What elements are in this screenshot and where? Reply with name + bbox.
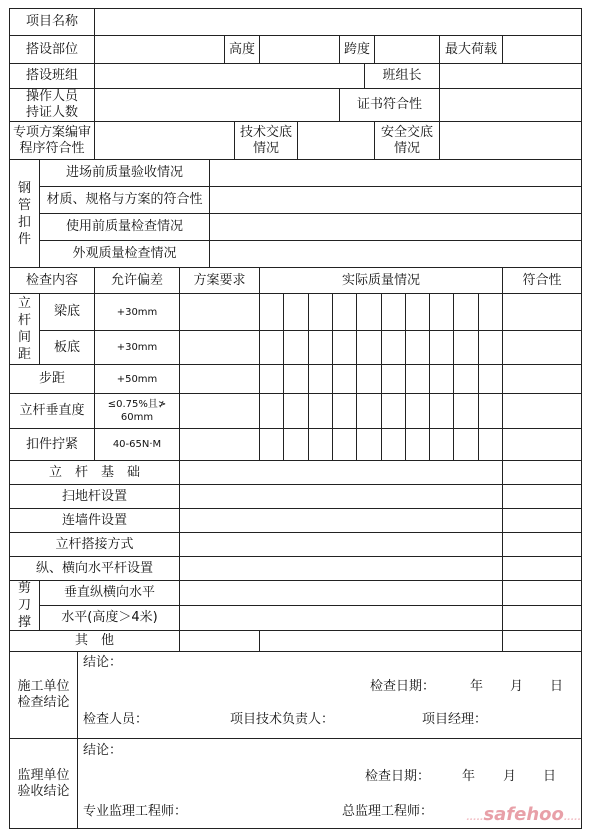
label-steel-group: 钢 管 扣 件 <box>9 159 40 268</box>
actual-cell-1-7[interactable] <box>405 293 430 331</box>
label-beam-bottom: 梁底 <box>39 293 95 331</box>
inspection-form <box>10 9 582 829</box>
label-brace: 剪 刀 撑 <box>9 580 40 631</box>
construction-date-label: 检查日期： <box>370 679 436 694</box>
label-team: 搭设班组 <box>9 63 95 89</box>
header-actual: 实际质量情况 <box>259 267 503 294</box>
actual-cell-4-2[interactable] <box>283 393 309 429</box>
plan-req-field-4[interactable] <box>179 393 260 429</box>
item-sweep-rod-actual[interactable] <box>179 484 503 509</box>
label-supervision-conclusion: 监理单位 验收结论 <box>9 738 78 829</box>
label-height: 高度 <box>224 35 260 64</box>
actual-cell-4-4[interactable] <box>332 393 357 429</box>
field-team-leader[interactable] <box>439 63 582 89</box>
actual-cell-5-2[interactable] <box>283 428 309 461</box>
actual-cell-1-10[interactable] <box>478 293 503 331</box>
actual-cell-3-6[interactable] <box>381 364 406 394</box>
actual-cell-2-7[interactable] <box>405 330 430 365</box>
item-splice: 立杆搭接方式 <box>9 532 180 557</box>
actual-cell-3-5[interactable] <box>356 364 382 394</box>
item-horizontal-actual[interactable] <box>179 556 503 581</box>
actual-cell-5-10[interactable] <box>478 428 503 461</box>
label-pole-spacing: 立 杆 间 距 <box>9 293 40 365</box>
actual-cell-1-1[interactable] <box>259 293 284 331</box>
label-tech-brief: 技术交底 情况 <box>234 121 298 160</box>
tol-vertical: ≤0.75%且≯ 60mm <box>94 393 180 429</box>
construction-tech-lead: 项目技术负责人： <box>230 712 335 727</box>
actual-cell-4-7[interactable] <box>405 393 430 429</box>
conform-field-5[interactable] <box>502 428 582 461</box>
field-height[interactable] <box>259 35 340 64</box>
conform-field-1[interactable] <box>502 293 582 331</box>
label-construction-conclusion: 施工单位 检查结论 <box>9 651 78 739</box>
field-safety-brief[interactable] <box>439 121 582 160</box>
label-safety-brief: 安全交底 情况 <box>374 121 440 160</box>
actual-cell-5-7[interactable] <box>405 428 430 461</box>
actual-cell-1-6[interactable] <box>381 293 406 331</box>
field-location[interactable] <box>94 35 225 64</box>
field-tech-brief[interactable] <box>297 121 375 160</box>
actual-cell-3-9[interactable] <box>453 364 479 394</box>
header-tolerance: 允许偏差 <box>94 267 180 294</box>
field-team[interactable] <box>94 63 365 89</box>
item-splice-actual[interactable] <box>179 532 503 557</box>
supervision-conclusion-label: 结论： <box>83 743 123 758</box>
construction-day: 日 <box>550 679 564 694</box>
steel-item-4: 外观质量检查情况 <box>39 240 210 268</box>
actual-cell-2-9[interactable] <box>453 330 479 365</box>
actual-cell-2-4[interactable] <box>332 330 357 365</box>
construction-year: 年 <box>470 679 484 694</box>
field-plan-match[interactable] <box>94 121 235 160</box>
item-other-actual[interactable] <box>259 630 503 652</box>
actual-cell-1-3[interactable] <box>308 293 333 331</box>
label-plan-match: 专项方案编审 程序符合性 <box>9 121 95 160</box>
item-brace-vertical-actual[interactable] <box>179 580 503 606</box>
actual-cell-3-7[interactable] <box>405 364 430 394</box>
item-sweep-rod-conform[interactable] <box>502 484 582 509</box>
header-conform: 符合性 <box>502 267 582 294</box>
item-sweep-rod: 扫地杆设置 <box>9 484 180 509</box>
actual-cell-3-2[interactable] <box>283 364 309 394</box>
actual-cell-4-8[interactable] <box>429 393 454 429</box>
supervision-chief: 总监理工程师： <box>342 804 434 819</box>
conform-field-4[interactable] <box>502 393 582 429</box>
actual-cell-4-10[interactable] <box>478 393 503 429</box>
label-vertical: 立杆垂直度 <box>9 393 95 429</box>
label-max-load: 最大荷载 <box>439 35 503 64</box>
conform-field-3[interactable] <box>502 364 582 394</box>
actual-cell-3-10[interactable] <box>478 364 503 394</box>
supervision-engineer: 专业监理工程师： <box>83 804 188 819</box>
field-cert-match[interactable] <box>439 88 582 122</box>
item-other-conform[interactable] <box>502 630 582 652</box>
actual-cell-5-1[interactable] <box>259 428 284 461</box>
item-wall-tie-actual[interactable] <box>179 508 503 533</box>
item-brace-horizontal: 水平(高度＞4米) <box>39 605 180 631</box>
plan-req-field-3[interactable] <box>179 364 260 394</box>
item-brace-vertical-conform[interactable] <box>502 580 582 606</box>
item-other: 其 他 <box>9 630 180 652</box>
label-team-leader: 班组长 <box>364 63 440 89</box>
actual-cell-4-9[interactable] <box>453 393 479 429</box>
construction-manager: 项目经理： <box>422 712 488 727</box>
supervision-date-label: 检查日期： <box>365 769 431 784</box>
actual-cell-4-1[interactable] <box>259 393 284 429</box>
actual-cell-5-8[interactable] <box>429 428 454 461</box>
item-brace-vertical: 垂直纵横向水平 <box>39 580 180 606</box>
steel-item-field-2[interactable] <box>209 186 582 214</box>
label-tighten: 扣件拧紧 <box>9 428 95 461</box>
actual-cell-5-5[interactable] <box>356 428 382 461</box>
actual-cell-3-3[interactable] <box>308 364 333 394</box>
actual-cell-3-1[interactable] <box>259 364 284 394</box>
actual-cell-2-1[interactable] <box>259 330 284 365</box>
tol-step: +50mm <box>94 364 180 394</box>
plan-req-field-1[interactable] <box>179 293 260 331</box>
item-horizontal: 纵、横向水平杆设置 <box>9 556 180 581</box>
steel-item-2: 材质、规格与方案的符合性 <box>39 186 210 214</box>
field-max-load[interactable] <box>502 35 582 64</box>
steel-item-1: 进场前质量验收情况 <box>39 159 210 187</box>
item-brace-horizontal-actual[interactable] <box>179 605 503 631</box>
item-foundation: 立 杆 基 础 <box>9 460 180 485</box>
steel-item-field-1[interactable] <box>209 159 582 187</box>
actual-cell-1-4[interactable] <box>332 293 357 331</box>
item-horizontal-conform[interactable] <box>502 556 582 581</box>
label-step: 步距 <box>9 364 95 394</box>
plan-req-field-5[interactable] <box>179 428 260 461</box>
tol-slab-bottom: +30mm <box>94 330 180 365</box>
construction-month: 月 <box>510 679 524 694</box>
item-brace-horizontal-conform[interactable] <box>502 605 582 631</box>
actual-cell-5-4[interactable] <box>332 428 357 461</box>
actual-cell-4-3[interactable] <box>308 393 333 429</box>
actual-cell-2-6[interactable] <box>381 330 406 365</box>
conform-field-2[interactable] <box>502 330 582 365</box>
actual-cell-2-5[interactable] <box>356 330 382 365</box>
header-content: 检查内容 <box>9 267 95 294</box>
steel-item-field-3[interactable] <box>209 213 582 241</box>
label-span: 跨度 <box>339 35 375 64</box>
supervision-month: 月 <box>503 769 517 784</box>
tol-beam-bottom: +30mm <box>94 293 180 331</box>
actual-cell-5-6[interactable] <box>381 428 406 461</box>
field-span[interactable] <box>374 35 440 64</box>
actual-cell-5-3[interactable] <box>308 428 333 461</box>
actual-cell-1-9[interactable] <box>453 293 479 331</box>
actual-cell-4-5[interactable] <box>356 393 382 429</box>
item-other-plan[interactable] <box>179 630 260 652</box>
actual-cell-4-6[interactable] <box>381 393 406 429</box>
item-wall-tie: 连墙件设置 <box>9 508 180 533</box>
actual-cell-3-4[interactable] <box>332 364 357 394</box>
steel-item-3: 使用前质量检查情况 <box>39 213 210 241</box>
field-project-name[interactable] <box>94 8 582 36</box>
item-wall-tie-conform[interactable] <box>502 508 582 533</box>
header-plan-req: 方案要求 <box>179 267 260 294</box>
actual-cell-2-10[interactable] <box>478 330 503 365</box>
tol-tighten: 40-65N·M <box>94 428 180 461</box>
plan-req-field-2[interactable] <box>179 330 260 365</box>
supervision-year: 年 <box>462 769 476 784</box>
item-foundation-conform[interactable] <box>502 460 582 485</box>
field-operators[interactable] <box>94 88 340 122</box>
supervision-day: 日 <box>543 769 557 784</box>
actual-cell-2-3[interactable] <box>308 330 333 365</box>
label-slab-bottom: 板底 <box>39 330 95 365</box>
label-project-name: 项目名称 <box>9 8 95 36</box>
construction-conclusion-label: 结论： <box>83 655 123 670</box>
actual-cell-1-5[interactable] <box>356 293 382 331</box>
actual-cell-1-2[interactable] <box>283 293 309 331</box>
item-splice-conform[interactable] <box>502 532 582 557</box>
label-operators: 操作人员 持证人数 <box>9 88 95 122</box>
actual-cell-2-2[interactable] <box>283 330 309 365</box>
label-location: 搭设部位 <box>9 35 95 64</box>
actual-cell-1-8[interactable] <box>429 293 454 331</box>
actual-cell-5-9[interactable] <box>453 428 479 461</box>
actual-cell-2-8[interactable] <box>429 330 454 365</box>
watermark: .....safehoo..... <box>466 804 581 825</box>
actual-cell-3-8[interactable] <box>429 364 454 394</box>
steel-item-field-4[interactable] <box>209 240 582 268</box>
construction-inspector: 检查人员： <box>83 712 149 727</box>
item-foundation-actual[interactable] <box>179 460 503 485</box>
label-cert-match: 证书符合性 <box>339 88 440 122</box>
